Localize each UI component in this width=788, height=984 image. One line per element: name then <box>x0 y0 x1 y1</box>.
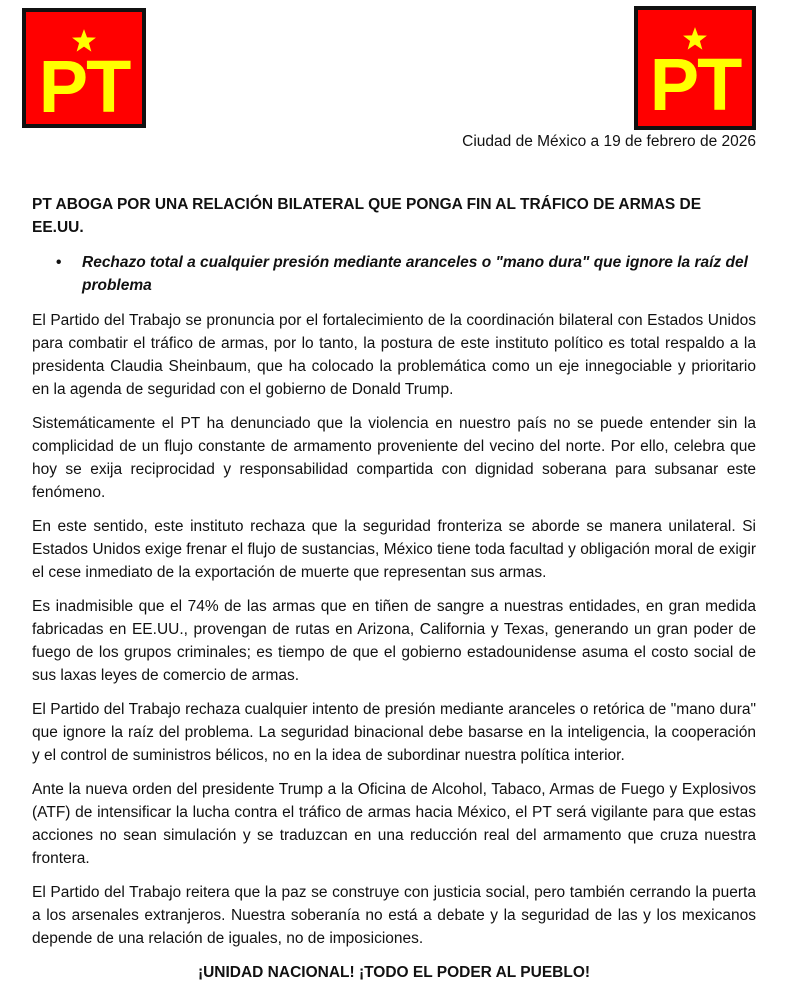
paragraph: En este sentido, este instituto rechaza que la seguridad fronteriza se aborde se manera unilateral. Si Estados Unidos exige frenar el flujo de sustancias, México tiene toda facultad y obligación moral de exigir el cese inmediato de la exportación de muerte que representan sus armas. <box>32 518 756 581</box>
paragraph: Ante la nueva orden del presidente Trump a la Oficina de Alcohol, Tabaco, Armas de Fuego y Explosivos (ATF) de intensificar la lucha contra el tráfico de armas hacia México, el PT será vigilante para que estas acciones no sean simulación y se traduzcan en una reducción real del armamento que cruza nuestra frontera. <box>32 781 756 867</box>
bullet-icon: • <box>56 254 62 271</box>
headline: PT ABOGA POR UNA RELACIÓN BILATERAL QUE PONGA FIN AL TRÁFICO DE ARMAS DE EE.UU. <box>32 196 702 236</box>
paragraph: El Partido del Trabajo rechaza cualquier intento de presión mediante aranceles o retórica de "mano dura" que ignore la raíz del problema. La seguridad binacional debe basarse en la inteligencia, la cooperación y el control de suministros bélicos, no en la idea de subordinar nuestra política interior. <box>32 701 756 764</box>
pt-logo-right <box>634 6 756 130</box>
closing-slogan: ¡UNIDAD NACIONAL! ¡TODO EL PODER AL PUEBLO! <box>197 964 591 981</box>
paragraph: Sistemáticamente el PT ha denunciado que la violencia en nuestro país no se puede entender sin la complicidad de un flujo constante de armamento proveniente del vecino del norte. Por ello, celebra que hoy se exija reciprocidad y responsabilidad compartida con dignidad soberana para subsanar este fenómeno. <box>32 415 756 501</box>
pt-logo-text: PT <box>38 45 130 128</box>
pt-logo-text: PT <box>649 43 741 126</box>
paragraph: El Partido del Trabajo se pronuncia por el fortalecimiento de la coordinación bilateral con Estados Unidos para combatir el tráfico de armas, por lo tanto, la postura de este instituto político es total respaldo a la presidenta Claudia Sheinbaum, que ha colocado la problemática como un eje innegociable y prioritario en la agenda de seguridad con el gobierno de Donald Trump. <box>32 312 756 398</box>
bullet-text: Rechazo total a cualquier presión mediante aranceles o "mano dura" que ignore la raíz del problema <box>82 254 748 294</box>
press-release-body <box>32 193 756 984</box>
date-line: Ciudad de México a 19 de febrero de 2026 <box>462 133 756 150</box>
paragraph: Es inadmisible que el 74% de las armas que en tiñen de sangre a nuestras entidades, en gran medida fabricadas en EE.UU., provengan de rutas en Arizona, California y Texas, generando un gran poder de fuego de los grupos criminales; es tiempo de que el gobierno estadounidense asuma el costo social de sus laxas leyes de comercio de armas. <box>32 598 756 684</box>
paragraph: El Partido del Trabajo reitera que la paz se construye con justicia social, pero también cerrando la puerta a los arsenales extranjeros. Nuestra soberanía no está a debate y la seguridad de las y los mexicanos depende de una relación de iguales, no de imposiciones. <box>32 884 756 947</box>
pt-logo-left <box>22 8 146 128</box>
bullet-item <box>32 251 756 297</box>
